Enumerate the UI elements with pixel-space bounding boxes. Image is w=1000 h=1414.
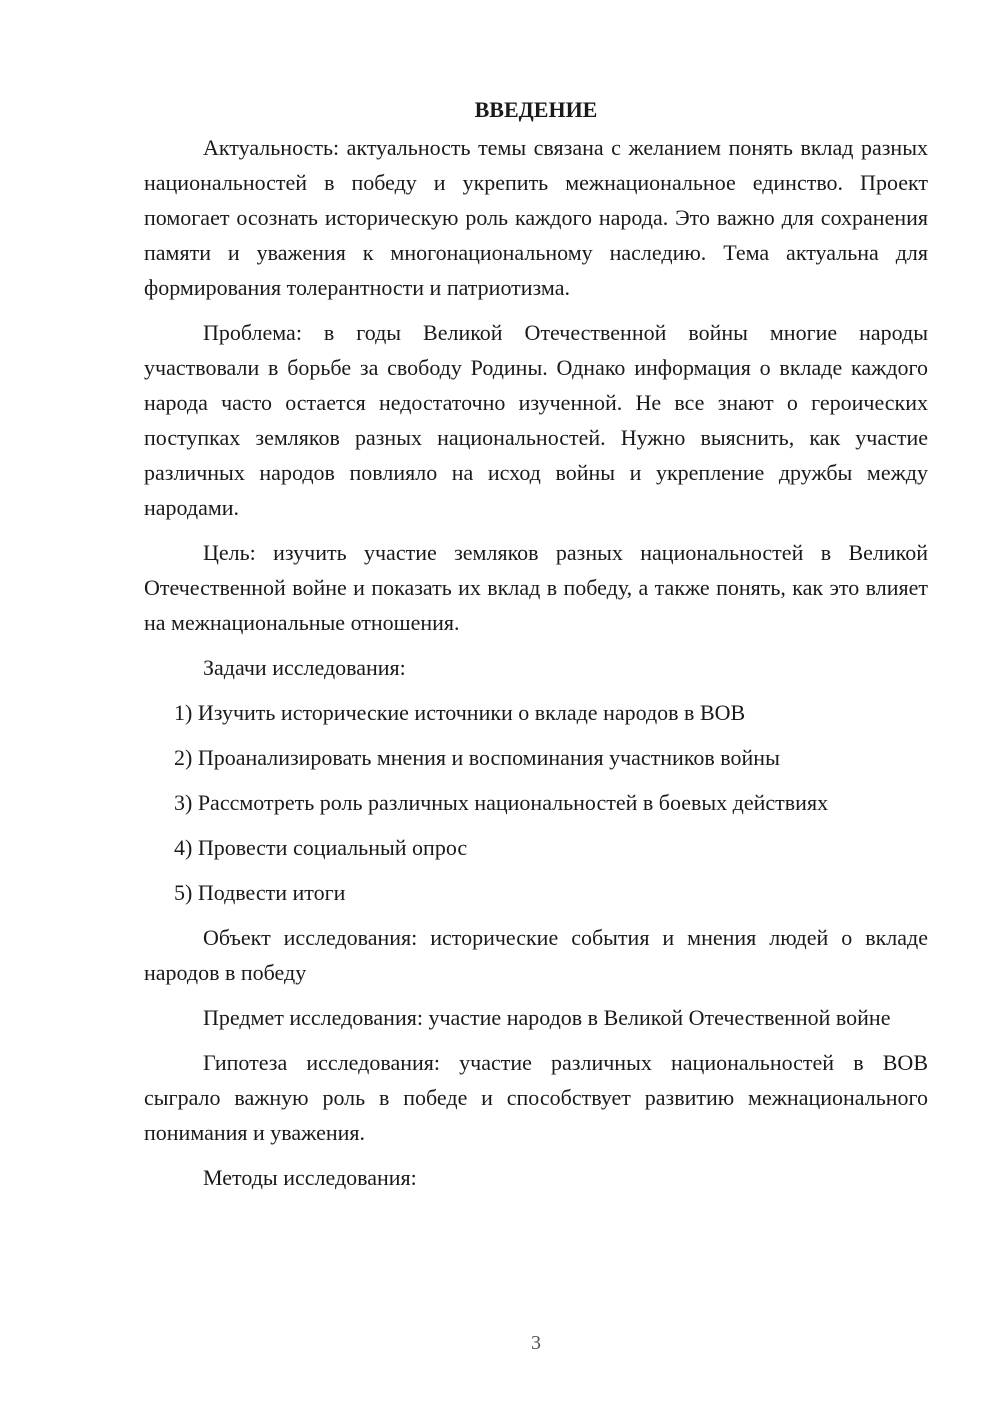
list-item: 3) Рассмотреть роль различных национальностей в боевых действиях — [174, 790, 829, 815]
document-page — [144, 92, 928, 1205]
list-item: 5) Подвести итоги — [174, 880, 346, 905]
hypothesis-paragraph: Гипотеза исследования: участие различных национальностей в ВОВ сыграло важную роль в победе и способствует развитию межнационального понимания и уважения. — [144, 1050, 928, 1145]
page-title: ВВЕДЕНИЕ — [474, 97, 598, 122]
tasks-heading: Задачи исследования: — [203, 655, 406, 680]
list-item: 2) Проанализировать мнения и воспоминания участников войны — [174, 745, 780, 770]
goal-paragraph: Цель: изучить участие земляков разных национальностей в Великой Отечественной войне и показать их вклад в победу, а также понять, как это влияет на межнациональные отношения. — [144, 540, 928, 635]
object-paragraph: Объект исследования: исторические события и мнения людей о вкладе народов в победу — [144, 925, 928, 985]
subject-paragraph: Предмет исследования: участие народов в Великой Отечественной войне — [203, 1005, 891, 1030]
problem-paragraph: Проблема: в годы Великой Отечественной войны многие народы участвовали в борьбе за свободу Родины. Однако информация о вкладе каждого народа часто остается недостаточно изученной. Не все знают о героических поступках земляков разных национальностей. Нужно выяснить, как участие различных народов повлияло на исход войны и укрепление дружбы между народами. — [144, 320, 928, 520]
methods-heading: Методы исследования: — [203, 1165, 417, 1190]
relevance-paragraph: Актуальность: актуальность темы связана с желанием понять вклад разных национальностей в победу и укрепить межнациональное единство. Проект помогает осознать историческую роль каждого народа. Это важно для сохранения памяти и уважения к многонациональному наследию. Тема актуальна для формирования толерантности и патриотизма. — [144, 135, 928, 300]
page-number: 3 — [531, 1332, 541, 1354]
tasks-list — [144, 695, 928, 910]
list-item: 1) Изучить исторические источники о вкладе народов в ВОВ — [174, 700, 746, 725]
list-item: 4) Провести социальный опрос — [174, 835, 468, 860]
